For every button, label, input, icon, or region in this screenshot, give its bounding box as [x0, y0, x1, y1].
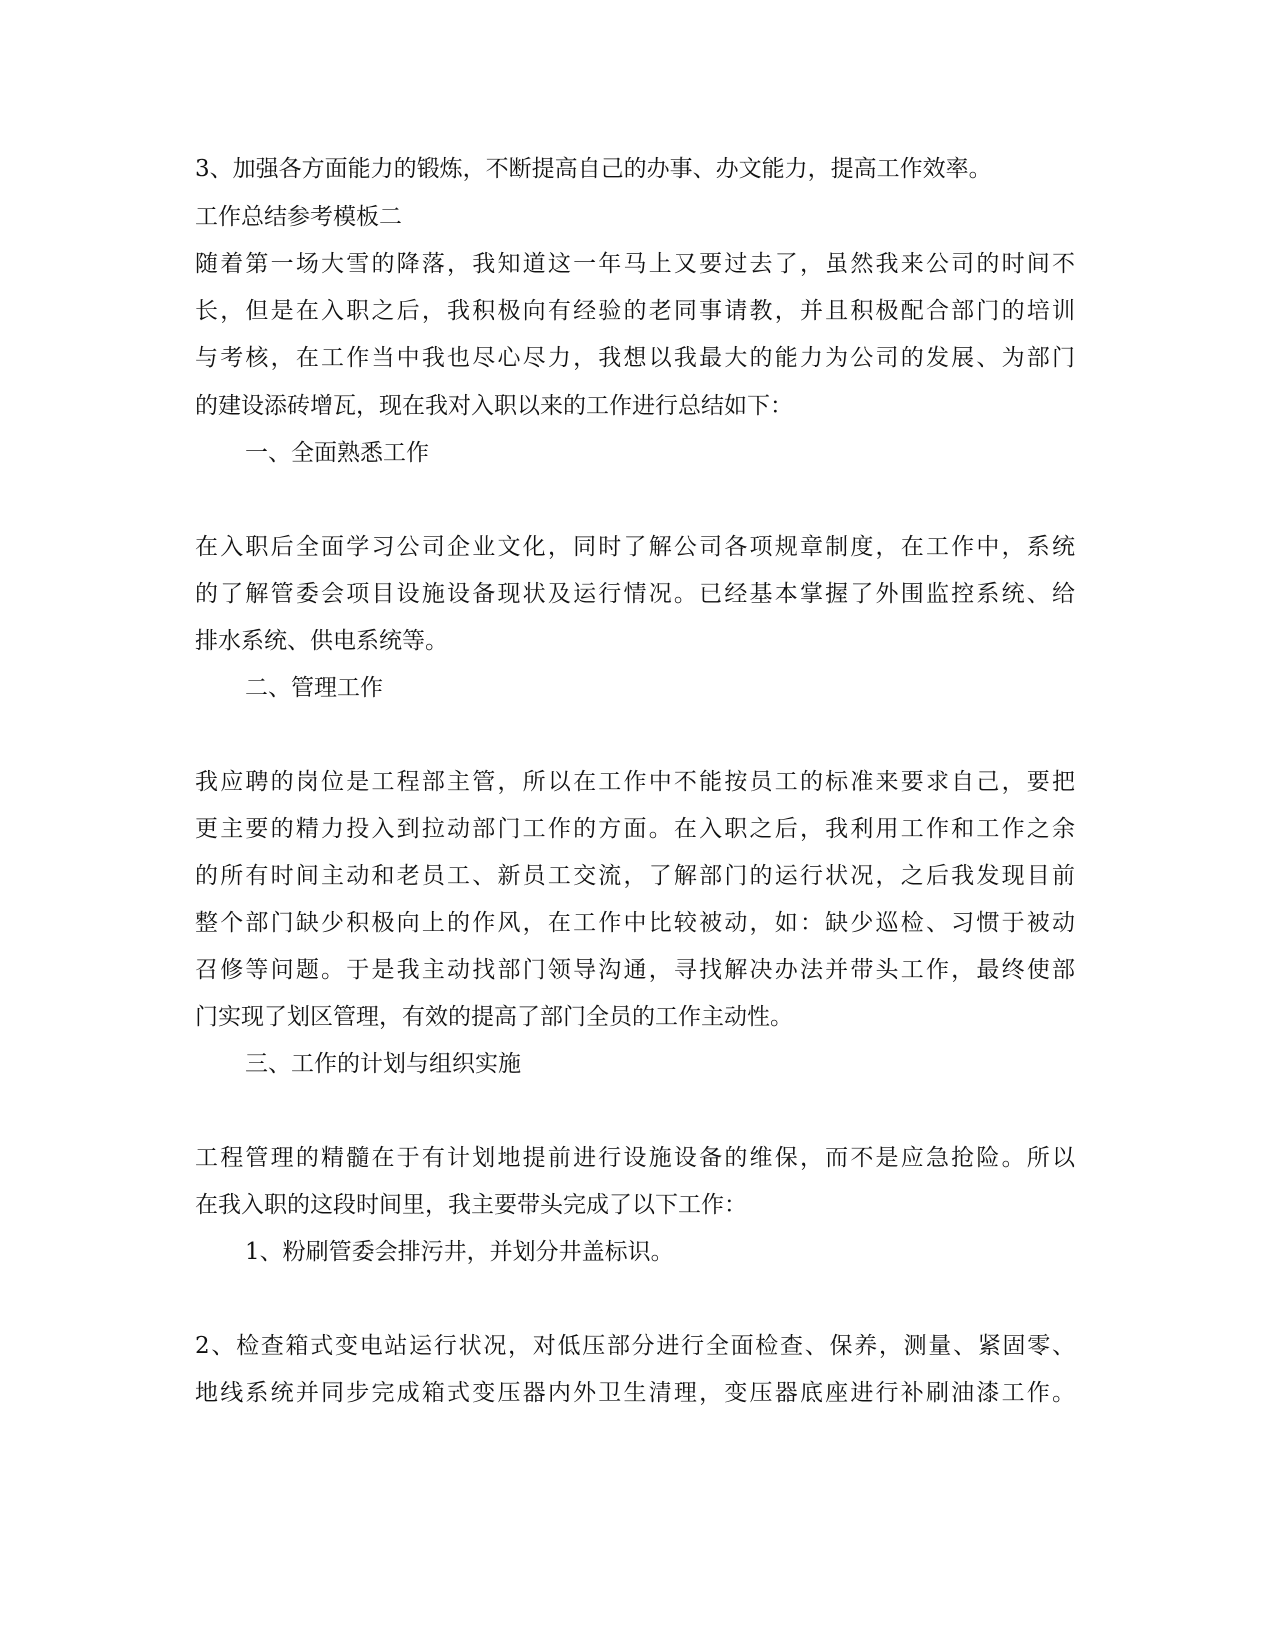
- section-heading: 三、工作的计划与组织实施: [245, 1051, 521, 1077]
- text-line: 更主要的精力投入到拉动部门工作的方面。在入职之后，我利用工作和工作之余: [195, 816, 1075, 842]
- text-line: 与考核，在工作当中我也尽心尽力，我想以我最大的能力为公司的发展、为部门: [195, 345, 1075, 371]
- text-line: 随着第一场大雪的降落，我知道这一年马上又要过去了，虽然我来公司的时间不: [195, 251, 1075, 277]
- text-line: 整个部门缺少积极向上的作风，在工作中比较被动，如：缺少巡检、习惯于被动: [195, 910, 1075, 936]
- text-line: 我应聘的岗位是工程部主管，所以在工作中不能按员工的标准来要求自己，要把: [195, 769, 1075, 795]
- text-line: 的了解管委会项目设施设备现状及运行情况。已经基本掌握了外围监控系统、给: [195, 581, 1075, 607]
- text-line: 3、加强各方面能力的锻炼，不断提高自己的办事、办文能力，提高工作效率。: [195, 156, 992, 182]
- text-line: 门实现了划区管理，有效的提高了部门全员的工作主动性。: [195, 1004, 793, 1030]
- text-line: 地线系统并同步完成箱式变压器内外卫生清理，变压器底座进行补刷油漆工作。: [195, 1380, 1075, 1406]
- text-line: 长，但是在入职之后，我积极向有经验的老同事请教，并且积极配合部门的培训: [195, 298, 1075, 324]
- text-line: 2、检查箱式变电站运行状况，对低压部分进行全面检查、保养，测量、紧固零、: [195, 1333, 1075, 1359]
- text-line: 的所有时间主动和老员工、新员工交流，了解部门的运行状况，之后我发现目前: [195, 863, 1075, 889]
- text-line: 召修等问题。于是我主动找部门领导沟通，寻找解决办法并带头工作，最终使部: [195, 957, 1075, 983]
- section-heading: 一、全面熟悉工作: [245, 440, 429, 466]
- text-line: 的建设添砖增瓦，现在我对入职以来的工作进行总结如下：: [195, 393, 793, 419]
- list-item: 1、粉刷管委会排污井，并划分井盖标识。: [245, 1239, 674, 1265]
- section-heading: 二、管理工作: [245, 675, 383, 701]
- text-line: 在入职后全面学习公司企业文化，同时了解公司各项规章制度，在工作中，系统: [195, 534, 1075, 560]
- text-line: 在我入职的这段时间里，我主要带头完成了以下工作：: [195, 1192, 747, 1218]
- text-line: 排水系统、供电系统等。: [195, 628, 448, 654]
- text-line: 工程管理的精髓在于有计划地提前进行设施设备的维保，而不是应急抢险。所以: [195, 1145, 1075, 1171]
- section-title: 工作总结参考模板二: [195, 204, 402, 230]
